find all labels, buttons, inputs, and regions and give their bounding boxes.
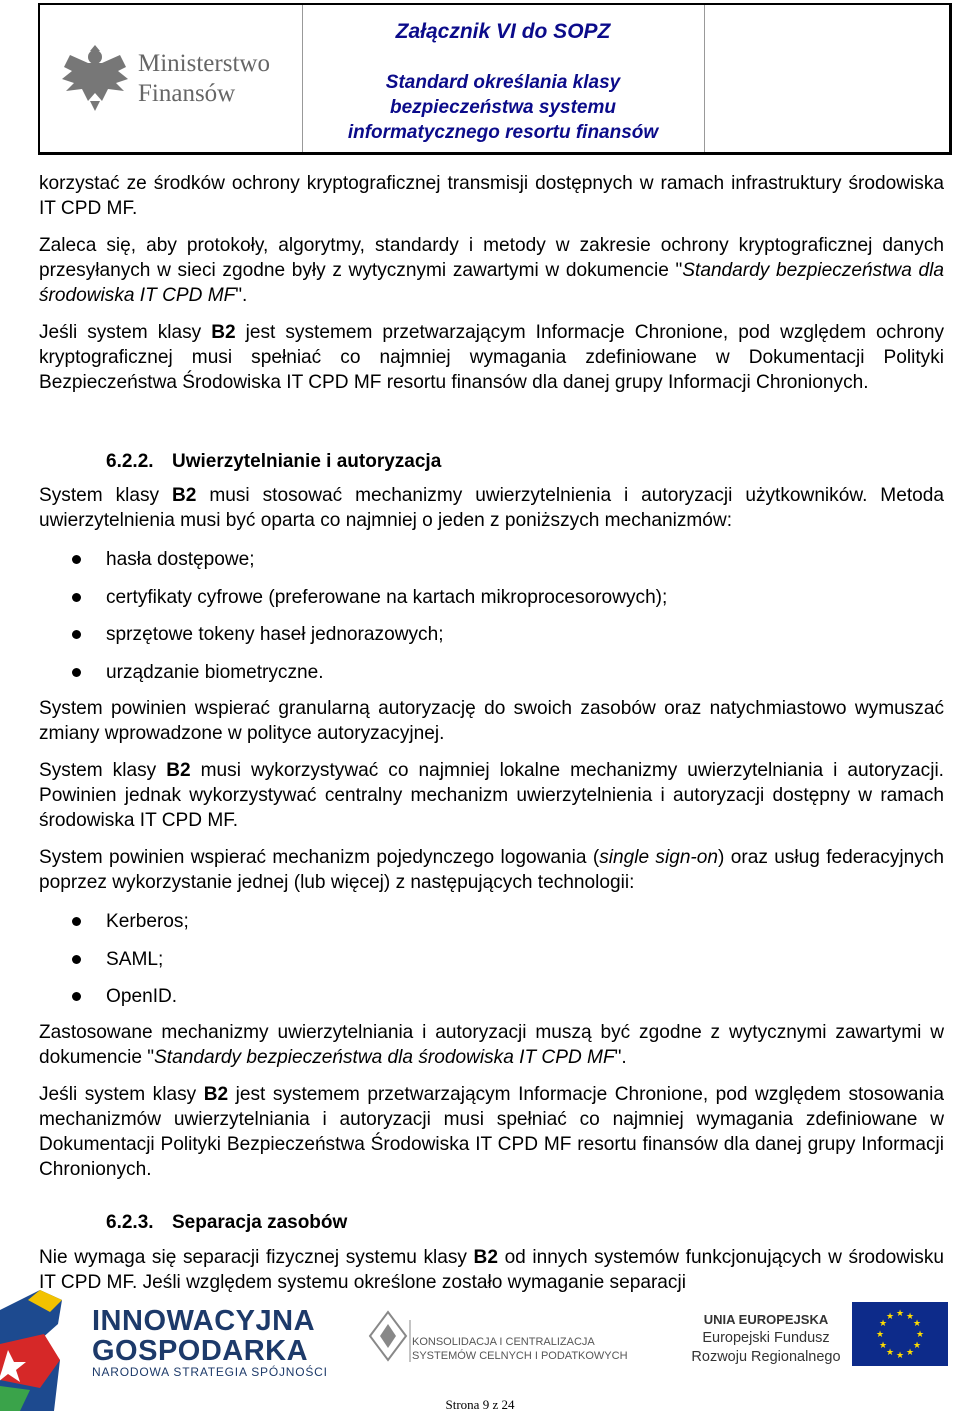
- paragraph-auth-protected-info: Jeśli system klasy B2 jest systemem przetwarzającym Informacje Chronione, pod względem stosowania mechanizmów uwierzytelniania i autoryzacji musi spełniać co najmniej wymagania zdefiniowane w Dokumentacji Polityki Bezpieczeństwa Środowiska IT CPD MF resortu finansów dla danej grupy Informacji Chronionych.: [39, 1084, 944, 1180]
- list-item: OpenID.: [106, 986, 178, 1007]
- bullet-icon: [72, 593, 81, 602]
- svg-text:★: ★: [912, 1319, 922, 1329]
- national-cohesion-strategy-label: NARODOWA STRATEGIA SPÓJNOŚCI: [92, 1365, 328, 1379]
- svg-text:★: ★: [878, 1341, 888, 1351]
- svg-text:★: ★: [915, 1330, 925, 1340]
- list-item: SAML;: [106, 949, 164, 970]
- section-heading-6-2-2: 6.2.2. Uwierzytelnianie i autoryzacja: [106, 451, 442, 472]
- ministry-logo-text: Ministerstwo Finansów: [138, 50, 270, 107]
- svg-text:★: ★: [885, 1348, 895, 1358]
- ministry-logo: [60, 45, 290, 115]
- list-item: urządzanie biometryczne.: [106, 662, 324, 683]
- bullet-icon: [72, 955, 81, 964]
- svg-text:★: ★: [875, 1330, 885, 1340]
- list-item: certyfikaty cyfrowe (preferowane na kartach mikroprocesorowych);: [106, 587, 668, 608]
- paragraph-sso: System powinien wspierać mechanizm pojedynczego logowania (single sign-on) oraz usług federacyjnych poprzez wykorzystanie jednej (lub więcej) z następujących technologii:: [39, 847, 945, 893]
- eu-flag-icon: [852, 1302, 948, 1366]
- page-number: Strona 9 z 24: [445, 1397, 515, 1412]
- svg-text:★: ★: [905, 1348, 915, 1358]
- section-heading-6-2-3: 6.2.3. Separacja zasobów: [106, 1212, 348, 1233]
- svg-text:★: ★: [905, 1312, 915, 1322]
- list-item: hasła dostępowe;: [106, 549, 255, 570]
- bullet-icon: [72, 630, 81, 639]
- innovative-economy-logo: INNOWACYJNA GOSPODARKA: [92, 1305, 316, 1367]
- consolidation-logo-text: KONSOLIDACJA I CENTRALIZACJA SYSTEMÓW CELNYCH I PODATKOWYCH: [412, 1336, 628, 1362]
- svg-text:★: ★: [912, 1341, 922, 1351]
- eu-fund-logo-text: UNIA EUROPEJSKA Europejski Fundusz Rozwoju Regionalnego: [691, 1312, 841, 1365]
- list-item: Kerberos;: [106, 911, 189, 932]
- paragraph-crypto-transmission: korzystać ze środków ochrony kryptograficznej transmisji dostępnych w ramach infrastruktury środowiska IT CPD MF.: [39, 173, 944, 219]
- svg-text:★: ★: [895, 1351, 905, 1361]
- paragraph-local-auth: System klasy B2 musi wykorzystywać co najmniej lokalne mechanizmy uwierzytelniania i autoryzacji. Powinien jednak wykorzystywać centralny mechanizm uwierzytelnienia i autoryzacji dostępny w ramach środowiska IT CPD MF.: [39, 760, 944, 831]
- document-header: [38, 3, 952, 155]
- list-item: sprzętowe tokeny haseł jednorazowych;: [106, 624, 444, 645]
- paragraph-granular-authorization: System powinien wspierać granularną autoryzację do swoich zasobów oraz natychmiastowo wymuszać zmiany wprowadzone w polityce autoryzacyjnej.: [39, 698, 944, 744]
- svg-text:★: ★: [895, 1309, 905, 1319]
- svg-text:★: ★: [878, 1319, 888, 1329]
- paragraph-auth-mechanisms: System klasy B2 musi stosować mechanizmy uwierzytelnienia i autoryzacji użytkowników. Metoda uwierzytelnienia musi być oparta co najmniej o jeden z poniższych mechanizmów:: [39, 485, 944, 531]
- bullet-icon: [72, 917, 81, 926]
- annex-title: Załącznik VI do SOPZ: [395, 20, 611, 43]
- eagle-emblem-icon: [60, 45, 130, 111]
- paragraph-auth-guidelines: Zastosowane mechanizmy uwierzytelniania i autoryzacji muszą być zgodne z wytycznymi zawartymi w dokumencie "Standardy bezpieczeństwa dla środowiska IT CPD MF".: [39, 1022, 944, 1068]
- bullet-icon: [72, 555, 81, 564]
- paragraph-resource-separation: Nie wymaga się separacji fizycznej systemu klasy B2 od innych systemów funkcjonujących w środowisku IT CPD MF. Jeśli względem systemu określone zostało wymaganie separacji: [39, 1247, 944, 1293]
- paragraph-crypto-protected-info: Jeśli system klasy B2 jest systemem przetwarzającym Informacje Chronione, pod względem ochrony kryptograficznej musi spełniać co najmniej wymagania zdefiniowane w Dokumentacji Polityki Bezpieczeństwa Środowiska IT CPD MF resortu finansów dla danej grupy Informacji Chronionych.: [39, 322, 944, 393]
- paragraph-crypto-recommendation: Zaleca się, aby protokoły, algorytmy, standardy i metody w zakresie ochrony kryptograficznej danych przesyłanych w sieci zgodne były z wytycznymi zawartymi w dokumencie "Standardy bezpieczeństwa dla środowiska IT CPD MF".: [39, 235, 944, 306]
- bullet-icon: [72, 668, 81, 677]
- innovative-economy-flag-icon: [0, 1290, 70, 1411]
- svg-text:★: ★: [885, 1312, 895, 1322]
- standard-title: Standard określania klasy bezpieczeństwa systemu informatycznego resortu finansów: [347, 72, 659, 143]
- bullet-icon: [72, 992, 81, 1001]
